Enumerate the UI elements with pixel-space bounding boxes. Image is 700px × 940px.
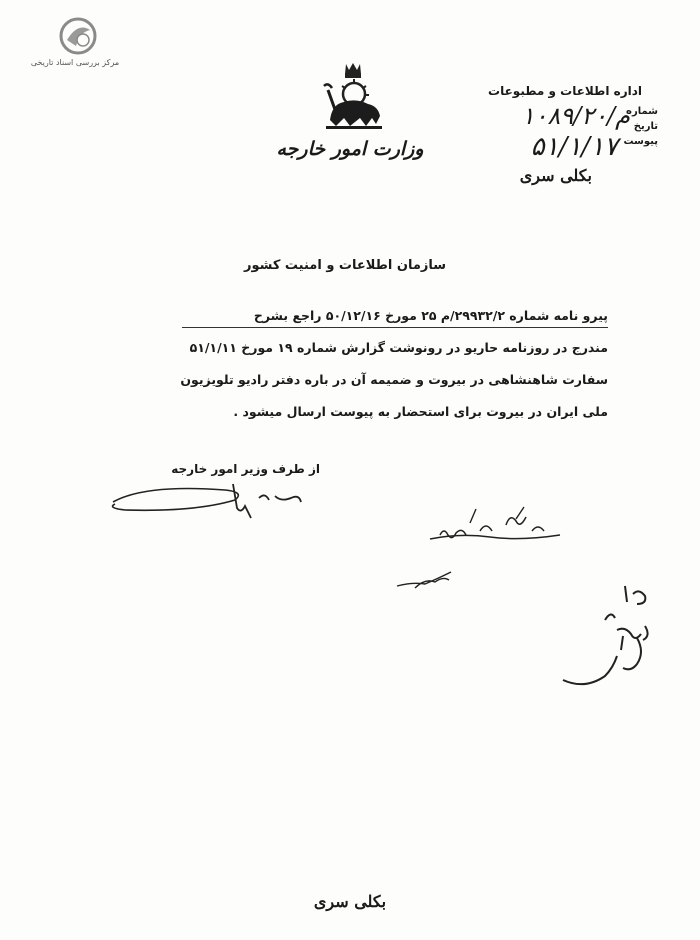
letter-number: ۱۰۸۹/۲۰/م: [521, 102, 630, 130]
date-label: تاریخ: [633, 121, 658, 132]
reference-underline: [182, 327, 608, 328]
department-name: اداره اطلاعات و مطبوعات: [488, 84, 642, 98]
initials-scribble-icon: [395, 568, 455, 592]
handwritten-note-icon: [420, 505, 570, 555]
attachment-label: پیوست: [623, 136, 658, 147]
letter-date: ۵۱/۱/۱۷: [530, 132, 618, 162]
number-label: شماره: [626, 106, 658, 117]
marginal-handwriting-icon: [555, 580, 665, 695]
classification-stamp-bottom: بکلی سری: [313, 892, 387, 911]
body-line-2: مندرج در روزنامه حاریو در رونوشت گزارش شماره ۱۹ مورخ ۵۱/۱/۱۱: [189, 340, 608, 355]
classification-stamp-top: بکلی سری: [519, 166, 592, 185]
sender-line: از طرف وزیر امور خارجه: [171, 462, 320, 476]
addressee: سازمان اطلاعات و امنیت کشور: [243, 258, 447, 273]
body-line-1: پیرو نامه شماره ۲۹۹۳۲/۲/م ۲۵ مورخ ۵۰/۱۲/۱۶ راجع بشرح: [253, 308, 608, 323]
minister-signature-icon: [105, 478, 305, 528]
body-line-4: ملی ایران در بیروت برای استحضار به پیوست ارسال میشود .: [233, 404, 608, 419]
ministry-title: وزارت امور خارجه: [276, 138, 424, 160]
body-line-3: سفارت شاهنشاهی در بیروت و ضمیمه آن در باره دفتر رادیو تلویزیون: [180, 372, 608, 387]
lion-and-sun-emblem-icon: [316, 60, 390, 138]
archive-logo-icon: [58, 16, 98, 56]
header-labels: [623, 104, 658, 149]
watermark-text: مرکز بررسی اسناد تاریخی: [30, 58, 120, 67]
archive-watermark: [20, 16, 130, 72]
